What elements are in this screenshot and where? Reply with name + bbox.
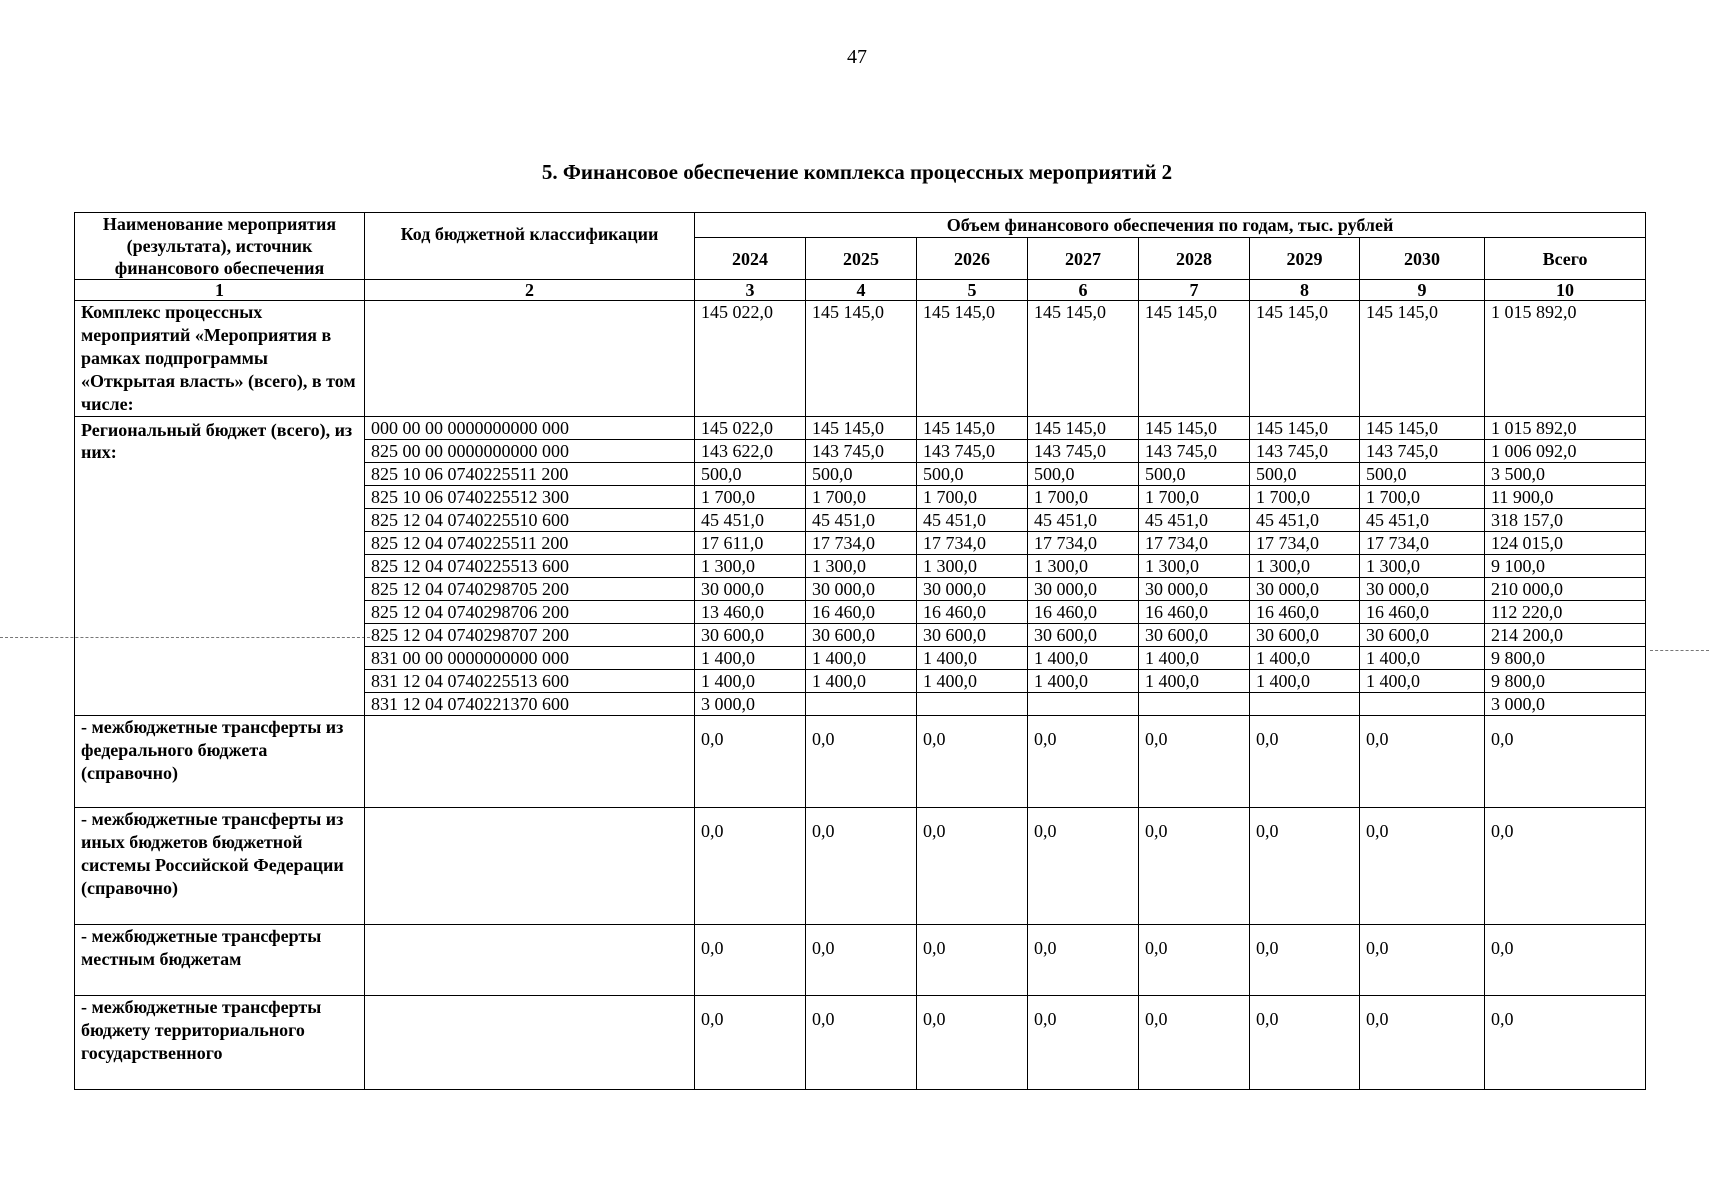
value-cell: 0,0 [917, 716, 1028, 808]
document-title: 5. Финансовое обеспечение комплекса процессных мероприятий 2 [541, 160, 1173, 184]
value-cell: 30 000,0 [806, 578, 917, 601]
value-cell: 1 300,0 [806, 555, 917, 578]
value-cell: 145 145,0 [1139, 417, 1250, 440]
regional-row [75, 417, 1646, 440]
value-cell: 1 400,0 [917, 647, 1028, 670]
value-cell: 1 400,0 [1139, 647, 1250, 670]
value-cell: 0,0 [695, 925, 806, 996]
value-cell: 214 200,0 [1485, 624, 1646, 647]
value-cell: 1 400,0 [917, 670, 1028, 693]
code-cell: 000 00 00 0000000000 000 [365, 417, 695, 440]
financing-table [74, 212, 1646, 1090]
value-cell: 16 460,0 [1250, 601, 1360, 624]
value-cell: 30 600,0 [1360, 624, 1485, 647]
value-cell: 1 400,0 [1028, 647, 1139, 670]
value-cell: 0,0 [695, 716, 806, 808]
value-cell: 30 000,0 [1139, 578, 1250, 601]
value-cell: 9 800,0 [1485, 670, 1646, 693]
value-cell: 143 745,0 [1139, 440, 1250, 463]
value-cell: 0,0 [1485, 716, 1646, 808]
value-cell: 143 745,0 [1250, 440, 1360, 463]
value-cell: 45 451,0 [1028, 509, 1139, 532]
header-year: 2027 [1028, 238, 1139, 280]
code-cell: 831 12 04 0740225513 600 [365, 670, 695, 693]
code-cell: 825 12 04 0740298706 200 [365, 601, 695, 624]
value-cell: 318 157,0 [1485, 509, 1646, 532]
value-cell: 3 500,0 [1485, 463, 1646, 486]
value-cell: 124 015,0 [1485, 532, 1646, 555]
value-cell: 145 145,0 [806, 417, 917, 440]
code-cell: 825 12 04 0740225511 200 [365, 532, 695, 555]
transfer-name: - межбюджетные трансферты местным бюджетам [75, 925, 365, 996]
value-cell: 30 000,0 [1028, 578, 1139, 601]
value-cell: 0,0 [1028, 996, 1139, 1090]
value-cell: 0,0 [1360, 716, 1485, 808]
scan-artifact-line [1650, 650, 1709, 651]
transfer-row [75, 716, 1646, 808]
value-cell: 45 451,0 [695, 509, 806, 532]
column-index: 3 [695, 280, 806, 301]
value-cell: 1 006 092,0 [1485, 440, 1646, 463]
value-cell: 1 700,0 [695, 486, 806, 509]
column-index: 5 [917, 280, 1028, 301]
value-cell: 30 600,0 [1028, 624, 1139, 647]
value-cell: 1 700,0 [1250, 486, 1360, 509]
value-cell: 500,0 [917, 463, 1028, 486]
value-cell: 143 622,0 [695, 440, 806, 463]
header-name-column: Наименование мероприятия (результата), источник финансового обеспечения [75, 213, 365, 280]
value-cell: 0,0 [1139, 996, 1250, 1090]
value-cell: 45 451,0 [806, 509, 917, 532]
value-cell: 0,0 [806, 716, 917, 808]
code-cell [365, 716, 695, 808]
value-cell: 1 400,0 [695, 670, 806, 693]
value-cell: 17 611,0 [695, 532, 806, 555]
value-cell [1360, 693, 1485, 716]
transfer-name: - межбюджетные трансферты бюджету территориального государственного [75, 996, 365, 1090]
value-cell: 145 145,0 [1139, 301, 1250, 417]
value-cell: 500,0 [1139, 463, 1250, 486]
column-index: 9 [1360, 280, 1485, 301]
value-cell: 45 451,0 [917, 509, 1028, 532]
header-year: 2026 [917, 238, 1028, 280]
regional-name: Региональный бюджет (всего), из них: [75, 417, 365, 716]
value-cell: 0,0 [1139, 808, 1250, 925]
value-cell: 17 734,0 [806, 532, 917, 555]
value-cell: 500,0 [806, 463, 917, 486]
header-total: Всего [1485, 238, 1646, 280]
value-cell [1139, 693, 1250, 716]
value-cell: 17 734,0 [1360, 532, 1485, 555]
value-cell: 143 745,0 [806, 440, 917, 463]
value-cell: 145 022,0 [695, 417, 806, 440]
code-cell [365, 808, 695, 925]
value-cell: 0,0 [1250, 716, 1360, 808]
value-cell: 0,0 [1360, 925, 1485, 996]
column-index-row [75, 280, 1646, 301]
value-cell: 17 734,0 [917, 532, 1028, 555]
header-code-column: Код бюджетной классификации [365, 213, 695, 280]
page-number: 47 [847, 46, 867, 68]
value-cell: 145 145,0 [1028, 417, 1139, 440]
column-index: 8 [1250, 280, 1360, 301]
value-cell: 30 600,0 [1250, 624, 1360, 647]
value-cell: 0,0 [1485, 808, 1646, 925]
value-cell: 0,0 [806, 808, 917, 925]
value-cell: 17 734,0 [1250, 532, 1360, 555]
header-year: 2028 [1139, 238, 1250, 280]
value-cell: 1 700,0 [1139, 486, 1250, 509]
value-cell: 0,0 [806, 996, 917, 1090]
value-cell: 45 451,0 [1250, 509, 1360, 532]
value-cell: 500,0 [695, 463, 806, 486]
value-cell: 500,0 [1360, 463, 1485, 486]
transfer-row [75, 925, 1646, 996]
value-cell: 500,0 [1250, 463, 1360, 486]
value-cell: 0,0 [1360, 996, 1485, 1090]
value-cell: 30 000,0 [1250, 578, 1360, 601]
value-cell: 30 600,0 [1139, 624, 1250, 647]
value-cell: 1 400,0 [806, 670, 917, 693]
value-cell: 0,0 [695, 808, 806, 925]
value-cell: 0,0 [1139, 716, 1250, 808]
value-cell: 11 900,0 [1485, 486, 1646, 509]
transfer-row [75, 996, 1646, 1090]
code-cell: 831 12 04 0740221370 600 [365, 693, 695, 716]
value-cell: 30 600,0 [917, 624, 1028, 647]
value-cell: 16 460,0 [806, 601, 917, 624]
value-cell: 145 145,0 [1028, 301, 1139, 417]
column-index: 2 [365, 280, 695, 301]
value-cell: 145 145,0 [1360, 301, 1485, 417]
value-cell: 145 145,0 [1250, 301, 1360, 417]
value-cell: 0,0 [1139, 925, 1250, 996]
value-cell: 9 800,0 [1485, 647, 1646, 670]
value-cell: 0,0 [1485, 925, 1646, 996]
value-cell: 16 460,0 [1360, 601, 1485, 624]
value-cell: 145 145,0 [806, 301, 917, 417]
column-index: 4 [806, 280, 917, 301]
complex-row [75, 301, 1646, 417]
code-cell: 825 12 04 0740298707 200 [365, 624, 695, 647]
value-cell: 17 734,0 [1139, 532, 1250, 555]
value-cell: 1 400,0 [1250, 670, 1360, 693]
value-cell: 1 700,0 [917, 486, 1028, 509]
value-cell: 145 145,0 [917, 301, 1028, 417]
value-cell [1028, 693, 1139, 716]
header-year: 2024 [695, 238, 806, 280]
value-cell: 143 745,0 [917, 440, 1028, 463]
value-cell [1250, 693, 1360, 716]
value-cell: 500,0 [1028, 463, 1139, 486]
value-cell: 45 451,0 [1139, 509, 1250, 532]
value-cell: 1 300,0 [695, 555, 806, 578]
value-cell: 30 600,0 [806, 624, 917, 647]
value-cell: 0,0 [1360, 808, 1485, 925]
value-cell: 1 400,0 [1360, 647, 1485, 670]
value-cell: 145 145,0 [1250, 417, 1360, 440]
value-cell: 0,0 [1250, 925, 1360, 996]
value-cell: 1 300,0 [1139, 555, 1250, 578]
transfer-row [75, 808, 1646, 925]
code-cell: 825 12 04 0740225510 600 [365, 509, 695, 532]
value-cell: 1 400,0 [1028, 670, 1139, 693]
value-cell: 9 100,0 [1485, 555, 1646, 578]
code-cell: 825 10 06 0740225511 200 [365, 463, 695, 486]
value-cell: 1 700,0 [1360, 486, 1485, 509]
value-cell: 1 700,0 [1028, 486, 1139, 509]
value-cell: 0,0 [917, 808, 1028, 925]
value-cell [917, 693, 1028, 716]
value-cell: 1 400,0 [1250, 647, 1360, 670]
value-cell: 1 300,0 [1028, 555, 1139, 578]
value-cell: 0,0 [917, 925, 1028, 996]
value-cell: 1 400,0 [1139, 670, 1250, 693]
value-cell: 1 015 892,0 [1485, 417, 1646, 440]
value-cell: 0,0 [695, 996, 806, 1090]
header-year: 2025 [806, 238, 917, 280]
value-cell: 210 000,0 [1485, 578, 1646, 601]
value-cell: 0,0 [806, 925, 917, 996]
column-index: 7 [1139, 280, 1250, 301]
value-cell: 1 300,0 [1250, 555, 1360, 578]
value-cell: 1 700,0 [806, 486, 917, 509]
header-year: 2029 [1250, 238, 1360, 280]
header-year: 2030 [1360, 238, 1485, 280]
value-cell: 30 000,0 [695, 578, 806, 601]
code-cell: 831 00 00 0000000000 000 [365, 647, 695, 670]
value-cell: 1 400,0 [1360, 670, 1485, 693]
value-cell: 1 300,0 [917, 555, 1028, 578]
value-cell: 0,0 [1250, 808, 1360, 925]
value-cell: 0,0 [1485, 996, 1646, 1090]
value-cell: 112 220,0 [1485, 601, 1646, 624]
code-cell [365, 925, 695, 996]
value-cell: 30 000,0 [1360, 578, 1485, 601]
transfer-name: - межбюджетные трансферты из федерального бюджета (справочно) [75, 716, 365, 808]
value-cell: 145 145,0 [1360, 417, 1485, 440]
value-cell: 145 022,0 [695, 301, 806, 417]
value-cell: 145 145,0 [917, 417, 1028, 440]
value-cell: 0,0 [1028, 925, 1139, 996]
column-index: 6 [1028, 280, 1139, 301]
code-cell: 825 12 04 0740298705 200 [365, 578, 695, 601]
value-cell: 16 460,0 [1028, 601, 1139, 624]
value-cell: 3 000,0 [695, 693, 806, 716]
value-cell: 30 600,0 [695, 624, 806, 647]
value-cell: 13 460,0 [695, 601, 806, 624]
code-cell: 825 12 04 0740225513 600 [365, 555, 695, 578]
column-index: 10 [1485, 280, 1646, 301]
value-cell: 1 300,0 [1360, 555, 1485, 578]
value-cell: 0,0 [1250, 996, 1360, 1090]
value-cell: 0,0 [917, 996, 1028, 1090]
value-cell: 0,0 [1028, 716, 1139, 808]
code-cell [365, 996, 695, 1090]
value-cell [806, 693, 917, 716]
table-header [75, 213, 1646, 280]
transfer-name: - межбюджетные трансферты из иных бюджетов бюджетной системы Российской Федерации (справочно) [75, 808, 365, 925]
header-volume-column: Объем финансового обеспечения по годам, тыс. рублей [695, 213, 1646, 238]
value-cell: 16 460,0 [1139, 601, 1250, 624]
value-cell: 16 460,0 [917, 601, 1028, 624]
value-cell: 30 000,0 [917, 578, 1028, 601]
value-cell: 143 745,0 [1360, 440, 1485, 463]
column-index: 1 [75, 280, 365, 301]
value-cell: 45 451,0 [1360, 509, 1485, 532]
value-cell: 1 015 892,0 [1485, 301, 1646, 417]
complex-name: Комплекс процессных мероприятий «Мероприятия в рамках подпрограммы «Открытая власть» (всего), в том числе: [75, 301, 365, 417]
value-cell: 3 000,0 [1485, 693, 1646, 716]
code-cell: 825 00 00 0000000000 000 [365, 440, 695, 463]
value-cell: 143 745,0 [1028, 440, 1139, 463]
value-cell: 1 400,0 [695, 647, 806, 670]
value-cell: 1 400,0 [806, 647, 917, 670]
value-cell: 0,0 [1028, 808, 1139, 925]
value-cell: 17 734,0 [1028, 532, 1139, 555]
complex-code [365, 301, 695, 417]
code-cell: 825 10 06 0740225512 300 [365, 486, 695, 509]
